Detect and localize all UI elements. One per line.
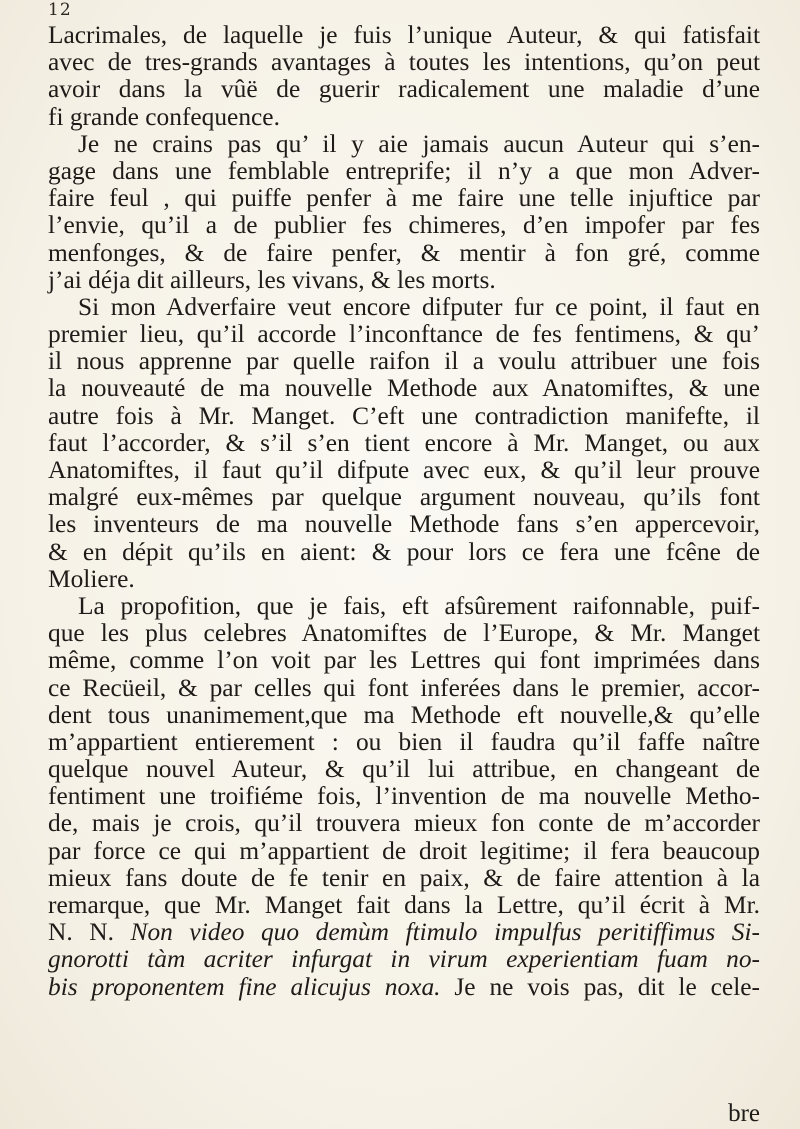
catchword: bre — [728, 1100, 760, 1127]
text-line: fi grande confequence. — [48, 102, 280, 131]
text-line: Moliere. — [48, 564, 135, 593]
text-line: Si mon Adverfaire veut encore difputer fur ce point, il faut en — [78, 292, 760, 321]
text-line: Je ne crains pas qu’ il y aie jamais aucun Auteur qui s’en- — [78, 129, 760, 158]
text-line: avoir dans la vûë de guerir radicalement une maladie d’une — [48, 75, 760, 104]
latin-quote-line: gnorotti tàm acriter infurgat in virum experientiam fuam no- — [48, 945, 760, 974]
text-line: gage dans une femblable entreprife; il n’y a que mon Adver- — [48, 156, 760, 185]
text-line: autre fois à Mr. Manget. C’eft une contradiction manifefte, il — [48, 401, 760, 430]
page-number: 12 — [48, 0, 72, 20]
text-line: ce Recüeil, & par celles qui font inferées dans le premier, accor- — [48, 673, 760, 702]
mixed-line — [48, 974, 760, 1001]
mixed-line — [48, 919, 760, 946]
text-line: avec de tres-grands avantages à toutes les intentions, qu’on peut — [48, 48, 760, 77]
text-line: menfonges, & de faire penfer, & mentir à fon gré, comme — [48, 238, 760, 267]
text-line: remarque, que Mr. Manget fait dans la Lettre, qu’il écrit à Mr. — [48, 891, 760, 919]
text-line: & en dépit qu’ils en aient: & pour lors ce fera une fcêne de — [48, 537, 760, 566]
text-line: faut l’accorder, & s’il s’en tient encore à Mr. Manget, ou aux — [48, 428, 760, 457]
latin-quote: Non video quo demùm ftimulo impulfus peritiffimus Si- — [130, 918, 760, 947]
text-line: m’appartient entierement : ou bien il faudra qu’il faffe naître — [48, 727, 760, 756]
text-run: N. N. — [48, 918, 114, 947]
text-line: que les plus celebres Anatomiftes de l’Europe, & Mr. Manget — [48, 619, 760, 648]
text-line: Lacrimales, de laquelle je fuis l’unique Auteur, & qui fatisfait — [48, 21, 760, 49]
text-line: dent tous unanimement,que ma Methode eft nouvelle,& qu’elle — [48, 700, 760, 729]
latin-quote: bis proponentem fine alicujus noxa. — [48, 972, 441, 1001]
text-line: faire feul , qui puiffe penfer à me faire une telle injuftice par — [48, 184, 760, 213]
text-line: par force ce qui m’appartient de droit legitime; il fera beaucoup — [48, 836, 760, 865]
text-line: Anatomiftes, il faut qu’il difpute avec eux, & qu’il leur prouve — [48, 456, 760, 484]
text-run: Je ne vois pas, dit le cele- — [454, 972, 760, 1001]
text-line: la nouveauté de ma nouvelle Methode aux Anatomiftes, & une — [48, 374, 760, 403]
text-line: La propofition, que je fais, eft afsûrement raifonnable, puif- — [78, 591, 760, 620]
text-line: l’envie, qu’il a de publier fes chimeres, d’en impofer par fes — [48, 211, 760, 240]
text-line: j’ai déja dit ailleurs, les vivans, & les morts. — [48, 265, 496, 294]
text-line: fentiment une troifiéme fois, l’invention de ma nouvelle Metho- — [48, 782, 760, 811]
body-text — [48, 22, 760, 1001]
text-line: malgré eux-mêmes par quelque argument nouveau, qu’ils font — [48, 483, 760, 512]
text-line: mieux fans doute de fe tenir en paix, & de faire attention à la — [48, 863, 760, 892]
text-line: les inventeurs de ma nouvelle Methode fans s’en appercevoir, — [48, 510, 760, 539]
text-line: quelque nouvel Auteur, & qu’il lui attribue, en changeant de — [48, 755, 760, 784]
text-line: il nous apprenne par quelle raifon il a voulu attribuer une fois — [48, 347, 760, 376]
text-line: de, mais je crois, qu’il trouvera mieux fon conte de m’accorder — [48, 809, 760, 838]
text-line: même, comme l’on voit par les Lettres qui font imprimées dans — [48, 646, 760, 675]
text-line: premier lieu, qu’il accorde l’inconftance de fes fentimens, & qu’ — [48, 320, 760, 349]
